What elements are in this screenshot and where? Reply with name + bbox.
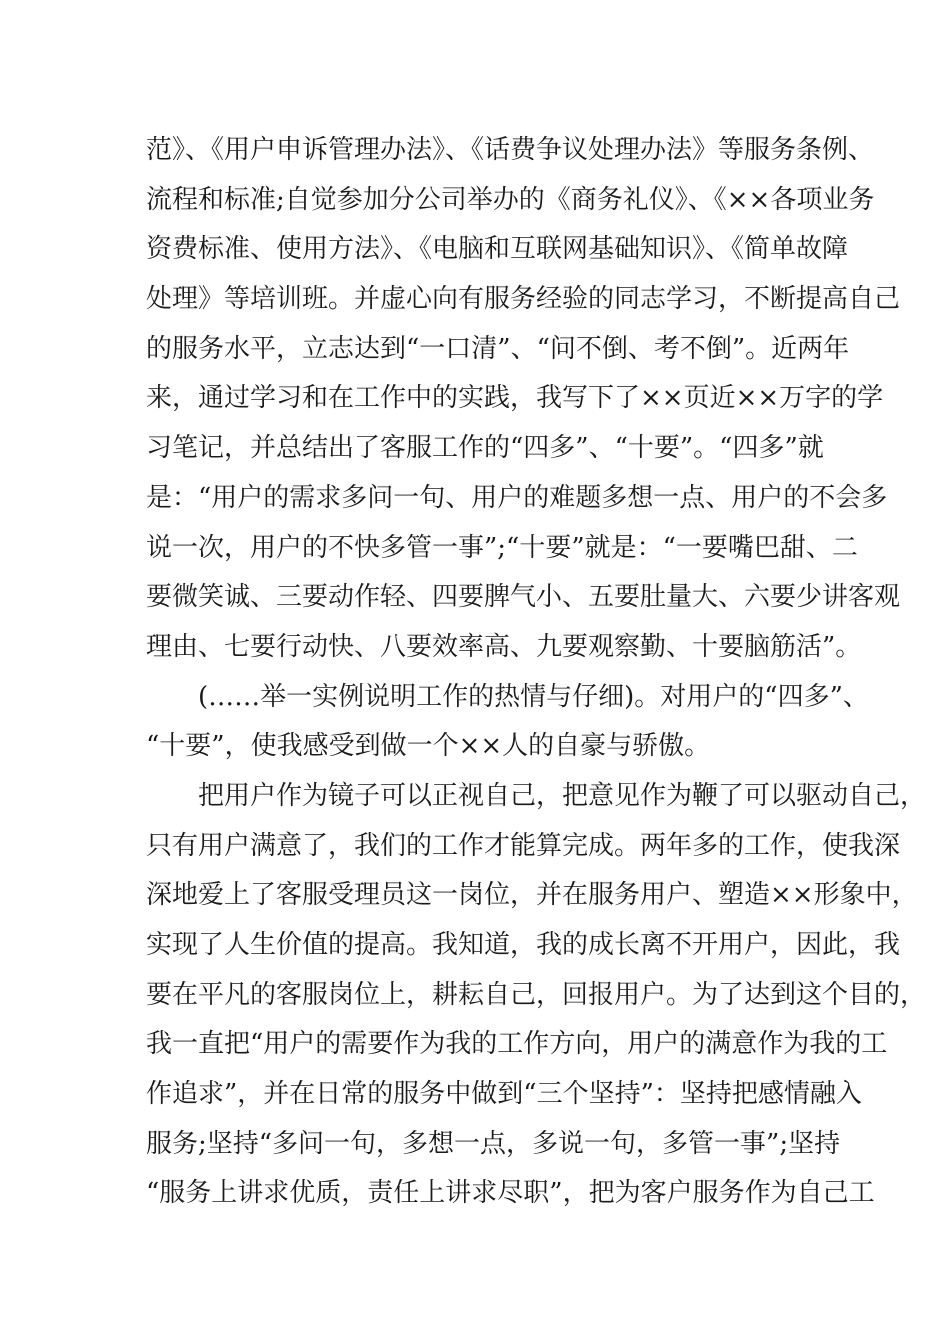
text-line: 处理》等培训班。并虚心向有服务经验的同志学习，不断提高自己 xyxy=(146,284,901,315)
text-line: 的服务水平，立志达到“一口清”、“问不倒、考不倒”。近两年 xyxy=(146,333,850,364)
text-line: 说一次，用户的不快多管一事”;“十要”就是：“一要嘴巴甜、二 xyxy=(146,532,858,563)
text-line: 来，通过学习和在工作中的实践，我写下了××页近××万字的学 xyxy=(146,383,884,414)
text-line: 只有用户满意了，我们的工作才能算完成。两年多的工作，使我深 xyxy=(146,830,901,861)
text-line: 作追求”，并在日常的服务中做到“三个坚持”：坚持把感情融入 xyxy=(146,1079,862,1110)
text-line: 是：“用户的需求多问一句、用户的难题多想一点、用户的不会多 xyxy=(146,482,888,513)
text-line: 要在平凡的客服岗位上，耕耘自己，回报用户。为了达到这个目的， xyxy=(146,979,927,1010)
text-line: 服务;坚持“多问一句，多想一点，多说一句，多管一事”;坚持 xyxy=(146,1128,841,1159)
text-line: 资费标准、使用方法》、《电脑和互联网基础知识》、《简单故障 xyxy=(146,234,849,265)
paragraph-start-line: (……举一实例说明工作的热情与仔细)。对用户的“四多”、 xyxy=(198,681,869,712)
text-line: 习笔记，并总结出了客服工作的“四多”、“十要”。“四多”就 xyxy=(146,433,824,464)
text-line: “服务上讲求优质，责任上讲求尽职”，把为客户服务作为自己工 xyxy=(146,1178,875,1209)
text-line: 我一直把“用户的需要作为我的工作方向，用户的满意作为我的工 xyxy=(146,1029,888,1060)
text-line: “十要”，使我感受到做一个××人的自豪与骄傲。 xyxy=(146,731,711,762)
text-line: 范》、《用户申诉管理办法》、《话费争议处理办法》等服务条例、 xyxy=(146,135,875,165)
text-line: 要微笑诚、三要动作轻、四要脾气小、五要肚量大、六要少讲客观 xyxy=(146,582,901,613)
paragraph-start-line: 把用户作为镜子可以正视自己，把意见作为鞭了可以驱动自己， xyxy=(198,780,927,811)
text-line: 流程和标准;自觉参加分公司举办的《商务礼仪》、《××各项业务 xyxy=(146,184,875,215)
text-line: 实现了人生价值的提高。我知道，我的成长离不开用户，因此，我 xyxy=(146,930,901,960)
text-line: 深地爱上了客服受理员这一岗位，并在服务用户、塑造××形象中， xyxy=(146,880,918,911)
body-text xyxy=(146,126,927,1219)
text-line: 理由、七要行动快、八要效率高、九要观察勤、十要脑筋活”。 xyxy=(146,631,862,662)
